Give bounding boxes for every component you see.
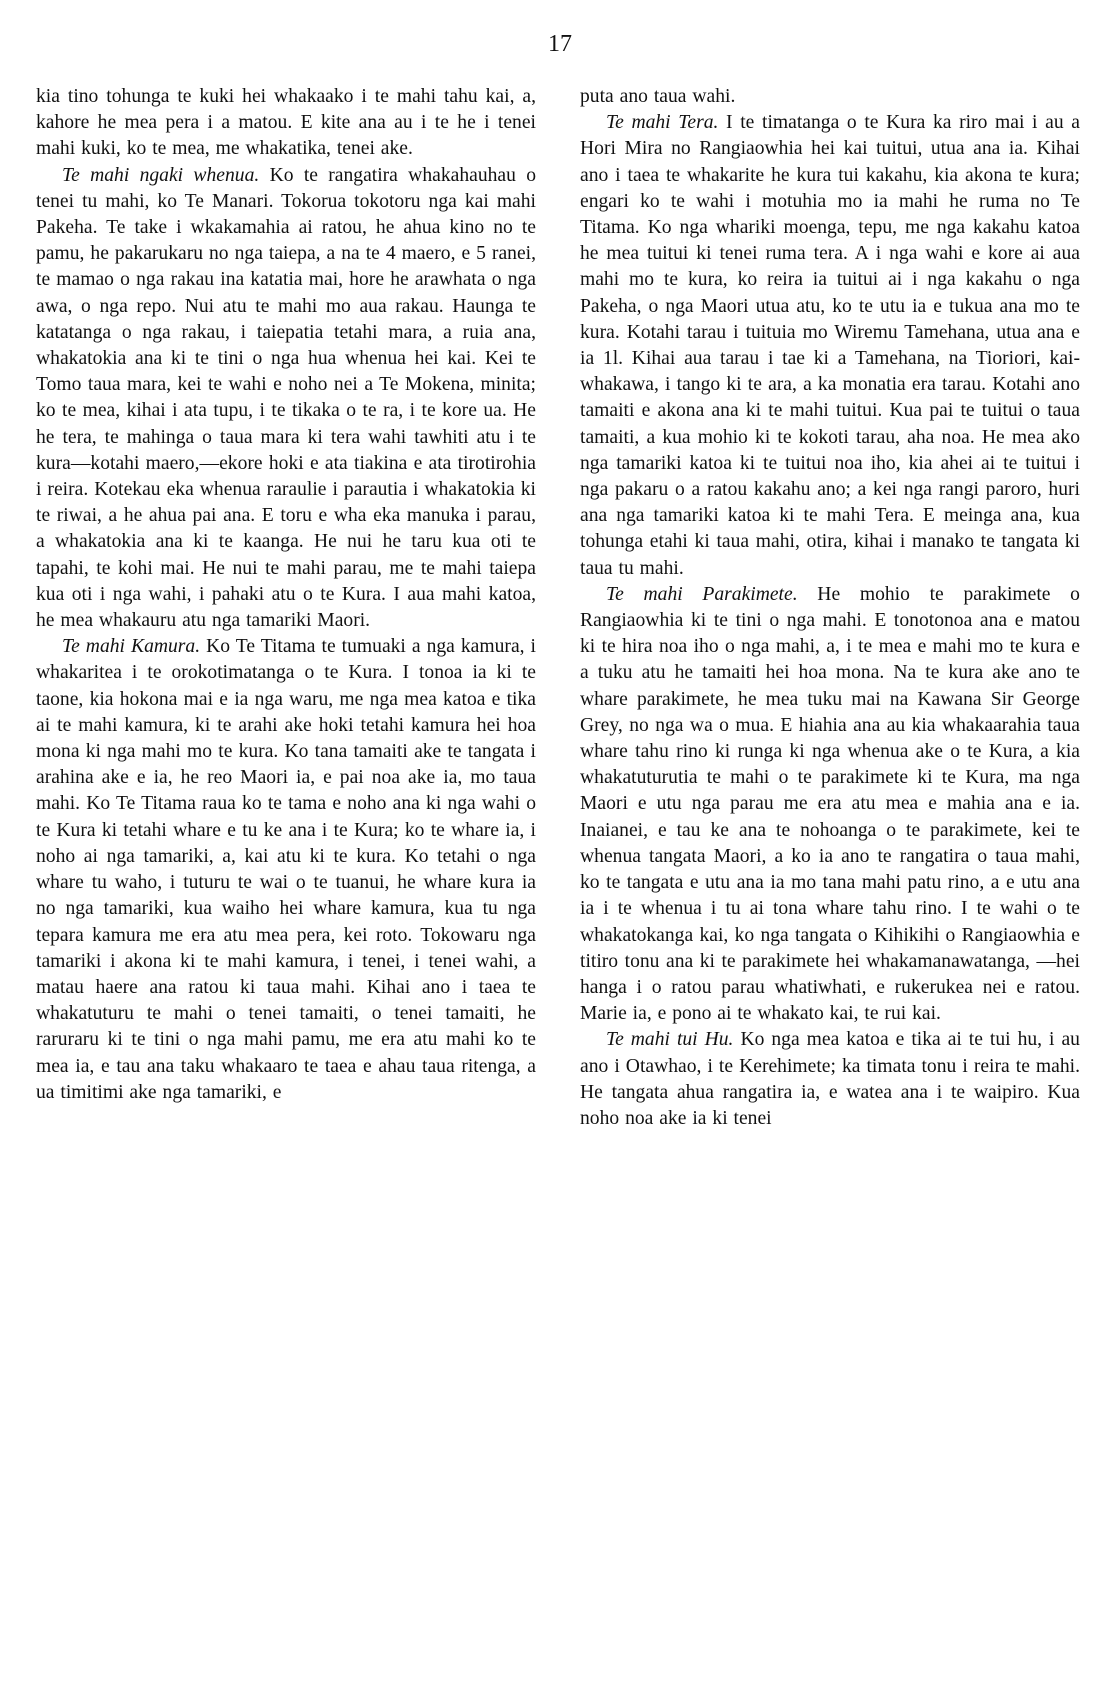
paragraph-continued: kia tino tohunga te kuki hei whakaako i te mahi tahu kai, a, kahore he mea pera i a matou. E kite ana au i te he i tenei mahi kuki, ko te mea, me whakatika, tenei ake. (36, 86, 536, 160)
paragraph-body-tera: I te timatanga o te Kura ka riro mai i au a Hori Mira no Rangiaowhia hei kai tuitui, utua ana ia. Kihai ano i taea te whakarite he kura tui kakahu, kia akona te kura; engari ko te wahi i motuhia mo ia mahi he ruma no Te Titama. Ko nga whariki moenga, tepu, me nga kakahu katoa he mea tuitui ki tenei ruma tera. A i nga wahi e kore ai aua mahi mo te kura, ko reira ia tuitui ai i nga kakahu o nga Pakeha, o nga Maori utua atu, ko te utu ia e tukua ana mo te kura. Kotahi tarau i tuituia mo Wiremu Tamehana, utua ana e ia 1l. Kihai aua tarau i tae ki a Tamehana, na Tioriori, kai-whakawa, i tango ki te ara, a ka monatia era tarau. Kotahi ano tamaiti e akona ana ki te mahi tuitui. Kua pai te tuitui o taua tamaiti, a kua mohio ki te kokoti tarau, aha noa. He mea ako nga tamariki katoa ki te tuitui noa iho, kia ahei ai te tuitui i nga pakaru o a ratou kakahu ano; a kei nga rangi paroro, huri ana nga tamariki katoa ki te mahi Tera. E meinga ana, kua tohunga etahi ki taua mahi, otira, kihai i manako te tangata ki taua tu mahi. (580, 112, 1080, 579)
section-title-tui-hu: Te mahi tui Hu. (606, 1029, 734, 1051)
paragraph-body-ngaki-whenua: Ko te rangatira whakahauhau o tenei tu mahi, ko Te Manari. Tokorua tokotoru nga kai mahi Pakeha. Te take i wkakamahia ai ratou, he ahua kino no te pamu, he pakarukaru no nga taiepa, a na te 4 maero, e 5 ranei, te mamao o nga rakau ina katatia mai, hore he arawhata o nga awa, o nga repo. Nui atu te mahi mo aua rakau. Haunga te katatanga o nga rakau, i taiepatia tetahi mara, a ruia ana, whakatokia ana ki te tini o nga hua whenua hei kai. Kei te Tomo taua mara, kei te wahi e noho nei a Te Mokena, minita; ko te mea, kihai i ata tupu, i te tikaka o te ra, i te kore ua. He he tera, te mahinga o taua mara ki tera wahi tawhiti atu i te kura—kotahi maero,—ekore hoki e ata tiakina e ata tirotirohia i reira. Kotekau eka whenua raraulie i parautia i whakatokia ki te riwai, a he ahua pai ana. E toru e wha eka manuka i parau, a whakatokia ana ki te kaanga. He nui he taru kua oti te tapahi, te kohi mai. He nui te mahi parau, me te mahi taiepa kua oti i nga wahi, i pahaki atu o te Kura. I aua mahi katoa, he mea whakauru atu nga tamariki Maori. (36, 164, 536, 632)
left-column (36, 84, 536, 1106)
paragraph-continued-right: puta ano taua wahi. (580, 86, 736, 107)
paragraph-parakimete (580, 582, 1080, 1027)
section-title-ngaki-whenua: Te mahi ngaki whenua. (62, 164, 260, 186)
page-number: 17 (548, 31, 572, 57)
paragraph-tera (580, 110, 1080, 582)
paragraph-body-parakimete: He mohio te parakimete o Rangiaowhia ki te tini o nga mahi. E tonotonoa ana e matou ki te hira noa iho o nga mahi, a, i te mea e mahi mo te kura e a tuku atu he tamaiti hei hoa mona. Na te kura ake ano te whare parakimete, he mea tuku mai na Kawana Sir George Grey, no nga wa o mua. E hiahia ana au kia whakaarahia taua whare tahu rino ki runga ki nga whenua ake o te Kura, a kia whakatuturutia te mahi o te parakimete ki te Kura, ma nga Maori e utu nga parau me era atu mea e mahia ana e ia. Inaianei, e tau ke ana te nohoanga o te parakimete, kei te whenua tangata Maori, a ko ia ano te rangatira o taua mahi, ko te tangata e utu ana ia mo tana mahi patu rino, a e utu ana ia i te whenua i tu ai tona whare tahu rino. I te wahi o te whakatokanga kai, ko nga tangata o Kihikihi o Rangiaowhia e titiro tonu ana ki te parakimete hei whakamanawatanga, —hei hanga i o ratou parau whatiwhati, e rukerukea nei e ratou. Marie ia, e pono ai te whakato kai, te rui kai. (580, 583, 1080, 1025)
paragraph-ngaki-whenua (36, 163, 536, 635)
right-column (580, 84, 1080, 1132)
paragraph-body-kamura: Ko Te Titama te tumuaki a nga kamura, i whakaritea i te orokotimatanga o te Kura. I tonoa ia ki te taone, kia hokona mai e ia nga waru, me nga mea katoa e tika ai te mahi kamura, ki te arahi ake hoki tetahi kamura hei hoa mona ki nga mahi mo te kura. Ko tana tamaiti ake te tangata i arahina ake e ia, he reo Maori ia, e pai noa ake ia, mo taua mahi. Ko Te Titama raua ko te tama e noho ana ki nga wahi o te Kura ki tetahi whare e tu ke ana i te Kura; ko te whare ia, i noho ai nga tamariki, a, kai atu ki te kura. Ko tetahi o nga whare tu waho, i tuturu te wai o te tuanui, he whare kura ia no nga tamariki, kua waiho hei whare kamura, kua tu nga tepara kamura me era atu mea pera, kei roto. Tokowaru nga tamariki i akona ki te mahi kamura, i tenei, i tenei wahi, a matau haere ana ratou ki taua mahi. Kihai ano i taea te whakatuturu te mahi o tenei tamaiti, o tenei tamaiti, he raruraru ki te tini o nga mahi pamu, me era atu mahi ko te mea ia, e tau ana taku whakaaro te taea e ahau taua ritenga, a ua timitimi ake nga tamariki, e (36, 636, 536, 1103)
paragraph-kamura (36, 634, 536, 1106)
section-title-kamura: Te mahi Kamura. (62, 636, 201, 658)
paragraph-body-tui-hu: Ko nga mea katoa e tika ai te tui hu, i au ano i Otawhao, i te Kerehimete; ka timata tonu i reira te mahi. He tangata ahua rangatira ia, e watea ana i te waipiro. Kua noho noa ake ia ki tenei (580, 1029, 1080, 1129)
paragraph-tui-hu (580, 1027, 1080, 1132)
section-title-parakimete: Te mahi Parakimete. (606, 583, 798, 605)
section-title-tera: Te mahi Tera. (606, 112, 719, 134)
